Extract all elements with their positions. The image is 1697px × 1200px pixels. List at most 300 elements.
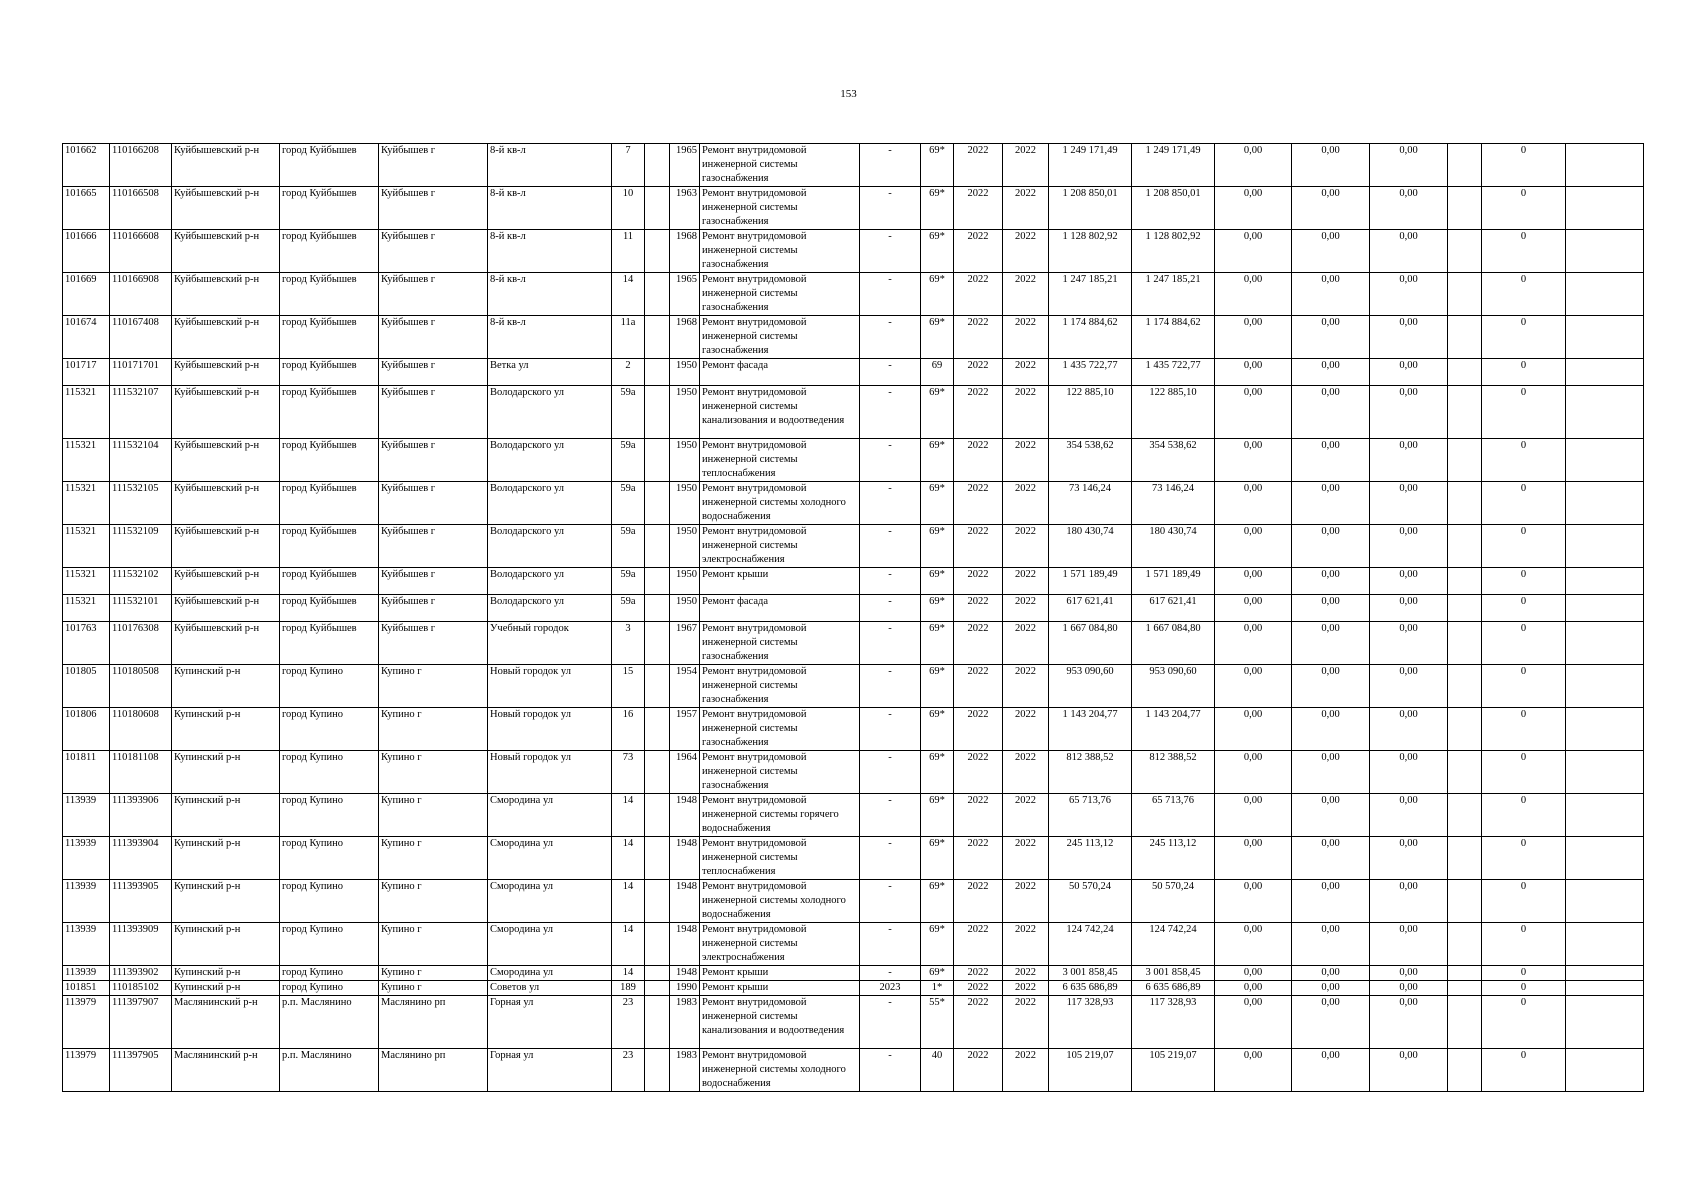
house-number-cell: 11 <box>612 230 645 273</box>
owners-funds-cell: 0,00 <box>1370 386 1448 439</box>
plan-end-cell: 2022 <box>1003 622 1049 665</box>
municipality-cell: город Куйбышев <box>280 316 379 359</box>
empty-cell <box>1448 966 1482 981</box>
empty-cell <box>1566 187 1644 230</box>
plan-end-cell: 2022 <box>1003 708 1049 751</box>
street-cell: Горная ул <box>488 996 612 1049</box>
owners-funds-cell: 0,00 <box>1370 966 1448 981</box>
count-cell: 0 <box>1482 622 1566 665</box>
local-budget-cell: 0,00 <box>1292 622 1370 665</box>
house-number-cell: 2 <box>612 359 645 386</box>
regional-budget-cell: 0,00 <box>1215 622 1292 665</box>
total-cost-cell: 50 570,24 <box>1049 880 1132 923</box>
total-cost-cell: 1 174 884,62 <box>1049 316 1132 359</box>
municipality-cell: р.п. Маслянино <box>280 996 379 1049</box>
district-cell: Маслянинский р-н <box>172 996 280 1049</box>
plan-start-cell: 2022 <box>954 525 1003 568</box>
district-cell: Купинский р-н <box>172 966 280 981</box>
housing-cell <box>645 996 670 1049</box>
housing-cell <box>645 880 670 923</box>
object-id-cell: 111532102 <box>110 568 172 595</box>
housing-cell <box>645 595 670 622</box>
empty-cell <box>1448 708 1482 751</box>
plan-start-cell: 2022 <box>954 622 1003 665</box>
work-type-cell: Ремонт внутридомовой инженерной системы газоснабжения <box>700 751 860 794</box>
empty-cell <box>1448 923 1482 966</box>
total-cost-cell: 122 885,10 <box>1049 386 1132 439</box>
house-number-cell: 59а <box>612 595 645 622</box>
local-budget-cell: 0,00 <box>1292 1049 1370 1092</box>
total-cost-cell: 1 143 204,77 <box>1049 708 1132 751</box>
locality-cell: Куйбышев г <box>379 525 488 568</box>
house-number-cell: 23 <box>612 1049 645 1092</box>
district-cell: Купинский р-н <box>172 880 280 923</box>
local-budget-cell: 0,00 <box>1292 880 1370 923</box>
regional-budget-cell: 0,00 <box>1215 923 1292 966</box>
fund-cost-cell: 1 247 185,21 <box>1132 273 1215 316</box>
plan-start-cell: 2022 <box>954 316 1003 359</box>
empty-cell <box>1448 595 1482 622</box>
empty-cell <box>1448 273 1482 316</box>
plan-end-cell: 2022 <box>1003 273 1049 316</box>
empty-cell <box>1448 837 1482 880</box>
house-number-cell: 10 <box>612 187 645 230</box>
year-cell: - <box>860 751 921 794</box>
street-cell: Смородина ул <box>488 837 612 880</box>
plan-start-cell: 2022 <box>954 751 1003 794</box>
work-type-cell: Ремонт внутридомовой инженерной системы канализования и водоотведения <box>700 996 860 1049</box>
total-cost-cell: 73 146,24 <box>1049 482 1132 525</box>
fund-cost-cell: 124 742,24 <box>1132 923 1215 966</box>
municipality-cell: город Куйбышев <box>280 482 379 525</box>
plan-start-cell: 2022 <box>954 595 1003 622</box>
wear-cell: 69* <box>921 273 954 316</box>
wear-cell: 69* <box>921 386 954 439</box>
empty-cell <box>1566 751 1644 794</box>
district-cell: Куйбышевский р-н <box>172 144 280 187</box>
house-id-cell: 115321 <box>63 595 110 622</box>
house-number-cell: 15 <box>612 665 645 708</box>
regional-budget-cell: 0,00 <box>1215 665 1292 708</box>
plan-end-cell: 2022 <box>1003 525 1049 568</box>
regional-budget-cell: 0,00 <box>1215 273 1292 316</box>
house-id-cell: 113939 <box>63 966 110 981</box>
empty-cell <box>1566 439 1644 482</box>
house-id-cell: 101717 <box>63 359 110 386</box>
work-type-cell: Ремонт внутридомовой инженерной системы холодного водоснабжения <box>700 880 860 923</box>
plan-end-cell: 2022 <box>1003 359 1049 386</box>
total-cost-cell: 354 538,62 <box>1049 439 1132 482</box>
locality-cell: Куйбышев г <box>379 439 488 482</box>
owners-funds-cell: 0,00 <box>1370 996 1448 1049</box>
year-built-cell: 1954 <box>670 665 700 708</box>
empty-cell <box>1448 981 1482 996</box>
house-number-cell: 23 <box>612 996 645 1049</box>
year-built-cell: 1950 <box>670 595 700 622</box>
total-cost-cell: 1 667 084,80 <box>1049 622 1132 665</box>
fund-cost-cell: 1 174 884,62 <box>1132 316 1215 359</box>
municipality-cell: р.п. Маслянино <box>280 1049 379 1092</box>
fund-cost-cell: 180 430,74 <box>1132 525 1215 568</box>
district-cell: Купинский р-н <box>172 751 280 794</box>
empty-cell <box>1448 144 1482 187</box>
plan-end-cell: 2022 <box>1003 386 1049 439</box>
table-row <box>63 386 1644 439</box>
street-cell: Новый городок ул <box>488 665 612 708</box>
local-budget-cell: 0,00 <box>1292 708 1370 751</box>
table-row <box>63 595 1644 622</box>
street-cell: Володарского ул <box>488 525 612 568</box>
work-type-cell: Ремонт внутридомовой инженерной системы холодного водоснабжения <box>700 1049 860 1092</box>
year-cell: - <box>860 482 921 525</box>
empty-cell <box>1566 665 1644 708</box>
plan-start-cell: 2022 <box>954 708 1003 751</box>
local-budget-cell: 0,00 <box>1292 386 1370 439</box>
wear-cell: 69* <box>921 880 954 923</box>
work-type-cell: Ремонт внутридомовой инженерной системы холодного водоснабжения <box>700 482 860 525</box>
plan-start-cell: 2022 <box>954 273 1003 316</box>
plan-end-cell: 2022 <box>1003 923 1049 966</box>
regional-budget-cell: 0,00 <box>1215 482 1292 525</box>
wear-cell: 69* <box>921 439 954 482</box>
year-built-cell: 1968 <box>670 316 700 359</box>
fund-cost-cell: 617 621,41 <box>1132 595 1215 622</box>
district-cell: Куйбышевский р-н <box>172 622 280 665</box>
empty-cell <box>1448 316 1482 359</box>
housing-cell <box>645 187 670 230</box>
house-id-cell: 101851 <box>63 981 110 996</box>
year-built-cell: 1967 <box>670 622 700 665</box>
year-cell: - <box>860 708 921 751</box>
street-cell: 8-й кв-л <box>488 273 612 316</box>
street-cell: Володарского ул <box>488 595 612 622</box>
owners-funds-cell: 0,00 <box>1370 880 1448 923</box>
wear-cell: 69* <box>921 751 954 794</box>
page-number: 153 <box>840 88 857 100</box>
count-cell: 0 <box>1482 595 1566 622</box>
year-built-cell: 1950 <box>670 439 700 482</box>
house-id-cell: 101811 <box>63 751 110 794</box>
district-cell: Куйбышевский р-н <box>172 187 280 230</box>
local-budget-cell: 0,00 <box>1292 439 1370 482</box>
district-cell: Куйбышевский р-н <box>172 316 280 359</box>
table-row <box>63 273 1644 316</box>
total-cost-cell: 245 113,12 <box>1049 837 1132 880</box>
municipality-cell: город Купино <box>280 837 379 880</box>
work-type-cell: Ремонт внутридомовой инженерной системы газоснабжения <box>700 622 860 665</box>
district-cell: Куйбышевский р-н <box>172 230 280 273</box>
table-body <box>63 144 1644 1092</box>
count-cell: 0 <box>1482 1049 1566 1092</box>
total-cost-cell: 1 128 802,92 <box>1049 230 1132 273</box>
total-cost-cell: 117 328,93 <box>1049 996 1132 1049</box>
owners-funds-cell: 0,00 <box>1370 665 1448 708</box>
count-cell: 0 <box>1482 837 1566 880</box>
work-type-cell: Ремонт внутридомовой инженерной системы газоснабжения <box>700 665 860 708</box>
plan-end-cell: 2022 <box>1003 880 1049 923</box>
district-cell: Купинский р-н <box>172 981 280 996</box>
fund-cost-cell: 1 128 802,92 <box>1132 230 1215 273</box>
street-cell: Володарского ул <box>488 386 612 439</box>
work-type-cell: Ремонт внутридомовой инженерной системы газоснабжения <box>700 273 860 316</box>
table-row <box>63 794 1644 837</box>
table-row <box>63 316 1644 359</box>
owners-funds-cell: 0,00 <box>1370 1049 1448 1092</box>
plan-end-cell: 2022 <box>1003 187 1049 230</box>
object-id-cell: 111532105 <box>110 482 172 525</box>
plan-start-cell: 2022 <box>954 880 1003 923</box>
local-budget-cell: 0,00 <box>1292 595 1370 622</box>
regional-budget-cell: 0,00 <box>1215 568 1292 595</box>
owners-funds-cell: 0,00 <box>1370 273 1448 316</box>
owners-funds-cell: 0,00 <box>1370 316 1448 359</box>
object-id-cell: 110166608 <box>110 230 172 273</box>
table-row <box>63 966 1644 981</box>
plan-end-cell: 2022 <box>1003 316 1049 359</box>
fund-cost-cell: 1 435 722,77 <box>1132 359 1215 386</box>
empty-cell <box>1448 386 1482 439</box>
house-id-cell: 115321 <box>63 386 110 439</box>
district-cell: Маслянинский р-н <box>172 1049 280 1092</box>
count-cell: 0 <box>1482 187 1566 230</box>
count-cell: 0 <box>1482 439 1566 482</box>
local-budget-cell: 0,00 <box>1292 316 1370 359</box>
work-type-cell: Ремонт внутридомовой инженерной системы электроснабжения <box>700 923 860 966</box>
house-id-cell: 113979 <box>63 1049 110 1092</box>
regional-budget-cell: 0,00 <box>1215 708 1292 751</box>
work-type-cell: Ремонт внутридомовой инженерной системы газоснабжения <box>700 187 860 230</box>
locality-cell: Купино г <box>379 923 488 966</box>
plan-end-cell: 2022 <box>1003 230 1049 273</box>
count-cell: 0 <box>1482 359 1566 386</box>
plan-start-cell: 2022 <box>954 482 1003 525</box>
house-number-cell: 59а <box>612 525 645 568</box>
housing-cell <box>645 144 670 187</box>
municipality-cell: город Купино <box>280 794 379 837</box>
wear-cell: 69* <box>921 482 954 525</box>
regional-budget-cell: 0,00 <box>1215 837 1292 880</box>
wear-cell: 69* <box>921 966 954 981</box>
work-type-cell: Ремонт внутридомовой инженерной системы газоснабжения <box>700 144 860 187</box>
empty-cell <box>1566 144 1644 187</box>
fund-cost-cell: 1 208 850,01 <box>1132 187 1215 230</box>
fund-cost-cell: 953 090,60 <box>1132 665 1215 708</box>
regional-budget-cell: 0,00 <box>1215 996 1292 1049</box>
total-cost-cell: 953 090,60 <box>1049 665 1132 708</box>
street-cell: Володарского ул <box>488 482 612 525</box>
year-cell: - <box>860 439 921 482</box>
housing-cell <box>645 525 670 568</box>
district-cell: Купинский р-н <box>172 708 280 751</box>
municipality-cell: город Куйбышев <box>280 386 379 439</box>
object-id-cell: 110166208 <box>110 144 172 187</box>
year-cell: - <box>860 923 921 966</box>
regional-budget-cell: 0,00 <box>1215 751 1292 794</box>
empty-cell <box>1566 386 1644 439</box>
municipality-cell: город Купино <box>280 708 379 751</box>
regional-budget-cell: 0,00 <box>1215 359 1292 386</box>
empty-cell <box>1566 230 1644 273</box>
year-built-cell: 1950 <box>670 525 700 568</box>
owners-funds-cell: 0,00 <box>1370 708 1448 751</box>
local-budget-cell: 0,00 <box>1292 981 1370 996</box>
total-cost-cell: 105 219,07 <box>1049 1049 1132 1092</box>
year-built-cell: 1983 <box>670 1049 700 1092</box>
object-id-cell: 111397907 <box>110 996 172 1049</box>
fund-cost-cell: 1 667 084,80 <box>1132 622 1215 665</box>
locality-cell: Куйбышев г <box>379 622 488 665</box>
municipality-cell: город Куйбышев <box>280 144 379 187</box>
house-id-cell: 115321 <box>63 439 110 482</box>
district-cell: Купинский р-н <box>172 794 280 837</box>
table-row <box>63 622 1644 665</box>
locality-cell: Куйбышев г <box>379 568 488 595</box>
street-cell: Смородина ул <box>488 966 612 981</box>
house-id-cell: 101669 <box>63 273 110 316</box>
owners-funds-cell: 0,00 <box>1370 187 1448 230</box>
empty-cell <box>1448 359 1482 386</box>
house-id-cell: 113939 <box>63 880 110 923</box>
count-cell: 0 <box>1482 966 1566 981</box>
owners-funds-cell: 0,00 <box>1370 794 1448 837</box>
regional-budget-cell: 0,00 <box>1215 595 1292 622</box>
count-cell: 0 <box>1482 751 1566 794</box>
count-cell: 0 <box>1482 273 1566 316</box>
district-cell: Куйбышевский р-н <box>172 273 280 316</box>
housing-cell <box>645 923 670 966</box>
work-type-cell: Ремонт внутридомовой инженерной системы теплоснабжения <box>700 439 860 482</box>
owners-funds-cell: 0,00 <box>1370 595 1448 622</box>
empty-cell <box>1566 622 1644 665</box>
object-id-cell: 110176308 <box>110 622 172 665</box>
table-row <box>63 482 1644 525</box>
year-cell: - <box>860 273 921 316</box>
regional-budget-cell: 0,00 <box>1215 1049 1292 1092</box>
object-id-cell: 111393904 <box>110 837 172 880</box>
owners-funds-cell: 0,00 <box>1370 525 1448 568</box>
wear-cell: 69* <box>921 230 954 273</box>
object-id-cell: 110166508 <box>110 187 172 230</box>
year-cell: - <box>860 230 921 273</box>
house-number-cell: 59а <box>612 386 645 439</box>
plan-start-cell: 2022 <box>954 568 1003 595</box>
locality-cell: Купино г <box>379 751 488 794</box>
street-cell: Горная ул <box>488 1049 612 1092</box>
year-cell: - <box>860 316 921 359</box>
fund-cost-cell: 1 571 189,49 <box>1132 568 1215 595</box>
local-budget-cell: 0,00 <box>1292 751 1370 794</box>
empty-cell <box>1448 525 1482 568</box>
empty-cell <box>1566 1049 1644 1092</box>
district-cell: Купинский р-н <box>172 837 280 880</box>
locality-cell: Куйбышев г <box>379 316 488 359</box>
municipality-cell: город Купино <box>280 981 379 996</box>
table-row <box>63 1049 1644 1092</box>
table-row <box>63 439 1644 482</box>
regional-budget-cell: 0,00 <box>1215 187 1292 230</box>
fund-cost-cell: 812 388,52 <box>1132 751 1215 794</box>
regional-budget-cell: 0,00 <box>1215 316 1292 359</box>
plan-start-cell: 2022 <box>954 981 1003 996</box>
table-row <box>63 996 1644 1049</box>
locality-cell: Купино г <box>379 880 488 923</box>
count-cell: 0 <box>1482 996 1566 1049</box>
plan-start-cell: 2022 <box>954 665 1003 708</box>
municipality-cell: город Куйбышев <box>280 230 379 273</box>
empty-cell <box>1448 880 1482 923</box>
work-type-cell: Ремонт внутридомовой инженерной системы канализования и водоотведения <box>700 386 860 439</box>
local-budget-cell: 0,00 <box>1292 273 1370 316</box>
plan-end-cell: 2022 <box>1003 1049 1049 1092</box>
municipality-cell: город Купино <box>280 923 379 966</box>
total-cost-cell: 3 001 858,45 <box>1049 966 1132 981</box>
fund-cost-cell: 65 713,76 <box>1132 794 1215 837</box>
house-number-cell: 11а <box>612 316 645 359</box>
owners-funds-cell: 0,00 <box>1370 230 1448 273</box>
fund-cost-cell: 117 328,93 <box>1132 996 1215 1049</box>
wear-cell: 40 <box>921 1049 954 1092</box>
owners-funds-cell: 0,00 <box>1370 359 1448 386</box>
fund-cost-cell: 105 219,07 <box>1132 1049 1215 1092</box>
wear-cell: 69* <box>921 837 954 880</box>
total-cost-cell: 812 388,52 <box>1049 751 1132 794</box>
street-cell: 8-й кв-л <box>488 144 612 187</box>
wear-cell: 69* <box>921 316 954 359</box>
house-id-cell: 113939 <box>63 794 110 837</box>
work-type-cell: Ремонт внутридомовой инженерной системы газоснабжения <box>700 316 860 359</box>
locality-cell: Куйбышев г <box>379 187 488 230</box>
year-built-cell: 1957 <box>670 708 700 751</box>
locality-cell: Купино г <box>379 981 488 996</box>
housing-cell <box>645 622 670 665</box>
total-cost-cell: 1 435 722,77 <box>1049 359 1132 386</box>
street-cell: 8-й кв-л <box>488 316 612 359</box>
street-cell: Володарского ул <box>488 568 612 595</box>
street-cell: Ветка ул <box>488 359 612 386</box>
municipality-cell: город Куйбышев <box>280 525 379 568</box>
object-id-cell: 110180508 <box>110 665 172 708</box>
street-cell: 8-й кв-л <box>488 187 612 230</box>
locality-cell: Куйбышев г <box>379 482 488 525</box>
plan-start-cell: 2022 <box>954 144 1003 187</box>
wear-cell: 69* <box>921 595 954 622</box>
empty-cell <box>1566 966 1644 981</box>
count-cell: 0 <box>1482 708 1566 751</box>
total-cost-cell: 617 621,41 <box>1049 595 1132 622</box>
plan-end-cell: 2022 <box>1003 665 1049 708</box>
count-cell: 0 <box>1482 665 1566 708</box>
empty-cell <box>1566 981 1644 996</box>
house-id-cell: 101665 <box>63 187 110 230</box>
table-row <box>63 525 1644 568</box>
fund-cost-cell: 50 570,24 <box>1132 880 1215 923</box>
municipality-cell: город Куйбышев <box>280 622 379 665</box>
fund-cost-cell: 354 538,62 <box>1132 439 1215 482</box>
street-cell: Новый городок ул <box>488 751 612 794</box>
house-id-cell: 113979 <box>63 996 110 1049</box>
count-cell: 0 <box>1482 568 1566 595</box>
count-cell: 0 <box>1482 880 1566 923</box>
regional-budget-cell: 0,00 <box>1215 966 1292 981</box>
year-cell: - <box>860 837 921 880</box>
empty-cell <box>1448 568 1482 595</box>
regional-budget-cell: 0,00 <box>1215 525 1292 568</box>
local-budget-cell: 0,00 <box>1292 359 1370 386</box>
plan-start-cell: 2022 <box>954 439 1003 482</box>
object-id-cell: 110171701 <box>110 359 172 386</box>
owners-funds-cell: 0,00 <box>1370 923 1448 966</box>
house-id-cell: 101806 <box>63 708 110 751</box>
